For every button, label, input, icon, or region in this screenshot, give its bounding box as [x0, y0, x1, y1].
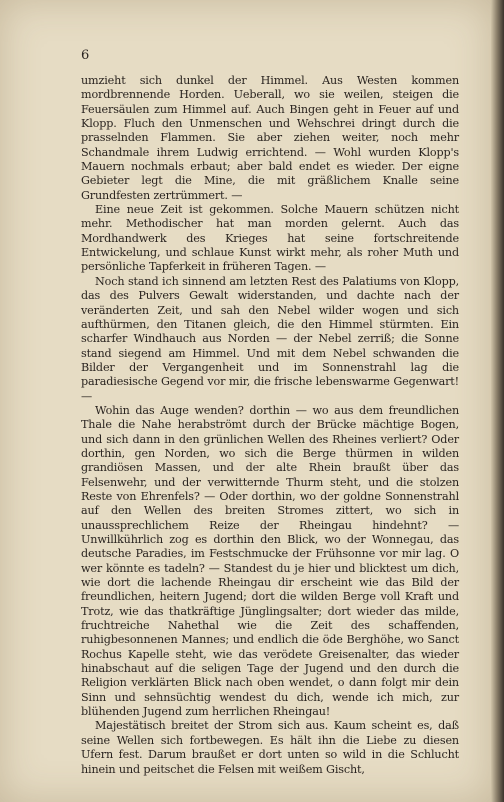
- page-number: 6: [81, 48, 90, 63]
- paragraph-3: Noch stand ich sinnend am letzten Rest des Palatiums von Klopp, das des Pulvers Gewalt widerstanden, und dachte nach der veränderten Zeit, und sah den Nebel wilder wogen und sich aufthürmen, den Titanen gleich, die den Himmel stürmten. Ein scharfer Windhauch aus Norden — der Nebel zerriß; die Sonne stand siegend am Himmel. Und mit dem Nebel schwanden die Bilder der Vergangenheit und im Sonnenstrahl lag die paradiesische Gegend vor mir, die frische lebenswarme Gegenwart! —: [81, 274, 459, 403]
- page-edge-shadow: [491, 0, 504, 802]
- body-text: [81, 74, 459, 777]
- paragraph-5: Majestätisch breitet der Strom sich aus. Kaum scheint es, daß seine Wellen sich fortbewegen. Es hält ihn die Liebe zu diesen Ufern fest. Darum braußet er dort unten so wild in die Schlucht hinein und peitschet die Felsen mit weißem Gischt,: [81, 719, 459, 776]
- paragraph-2: Eine neue Zeit ist gekommen. Solche Mauern schützen nicht mehr. Methodischer hat man morden gelernt. Auch das Mordhandwerk des Krieges hat seine fortschreitende Entwickelung, und schlaue Kunst wirkt mehr, als roher Muth und persönliche Tapferkeit in früheren Tagen. —: [81, 203, 459, 274]
- paragraph-4: Wohin das Auge wenden? dorthin — wo aus dem freundlichen Thale die Nahe herabströmt durch der Brücke mächtige Bogen, und sich dann in den grünlichen Wellen des Rheines verliert? Oder dorthin, gen Norden, wo sich die Berge thürmen in wilden grandiösen Massen, und der alte Rhein braußt über das Felsenwehr, und der verwitternde Thurm steht, und die stolzen Reste von Ehrenfels? — Oder dorthin, wo der goldne Sonnenstrahl auf den Wellen des breiten Stromes zittert, wo sich in unaussprechlichem Reize der Rheingau hindehnt? — Unwillkührlich zog es dorthin den Blick, wo der Wonnegau, das deutsche Paradies, im Festschmucke der Frühsonne vor mir lag. O wer könnte es tadeln? — Standest du je hier und blicktest um dich, wie dort die lachende Rheingau dir erscheint wie das Bild der freundlichen, heitern Jugend; dort die wilden Berge voll Kraft und Trotz, wie das thatkräftige Jünglingsalter; dort wieder das milde, fruchtreiche Nahethal wie die Zeit des schaffenden, ruhigbesonnenen Mannes; und endlich die öde Berghöhe, wo Sanct Rochus Kapelle steht, wie das verödete Greisenalter, das wieder hinabschaut auf die seligen Tage der Jugend und den durch die Religion verklärten Blick nach oben wendet, o dann folgt mir dein Sinn und sehnsüchtig wendest du dich, wende ich mich, zur blühenden Jugend zum herrlichen Rheingau!: [81, 403, 459, 719]
- paragraph-1: umzieht sich dunkel der Himmel. Aus Westen kommen mordbrennende Horden. Ueberall, wo sie weilen, steigen die Feuersäulen zum Himmel auf. Auch Bingen geht in Feuer auf und Klopp. Fluch den Unmenschen und Wehschrei dringt durch die prasselnden Flammen. Sie aber ziehen weiter, noch mehr Schandmale ihrem Ludwig errichtend. — Wohl wurden Klopp's Mauern nochmals erbaut; aber bald endet es wieder. Der eigne Gebieter legt die Mine, die mit gräßlichem Knalle seine Grundfesten zertrümmert. —: [81, 74, 459, 202]
